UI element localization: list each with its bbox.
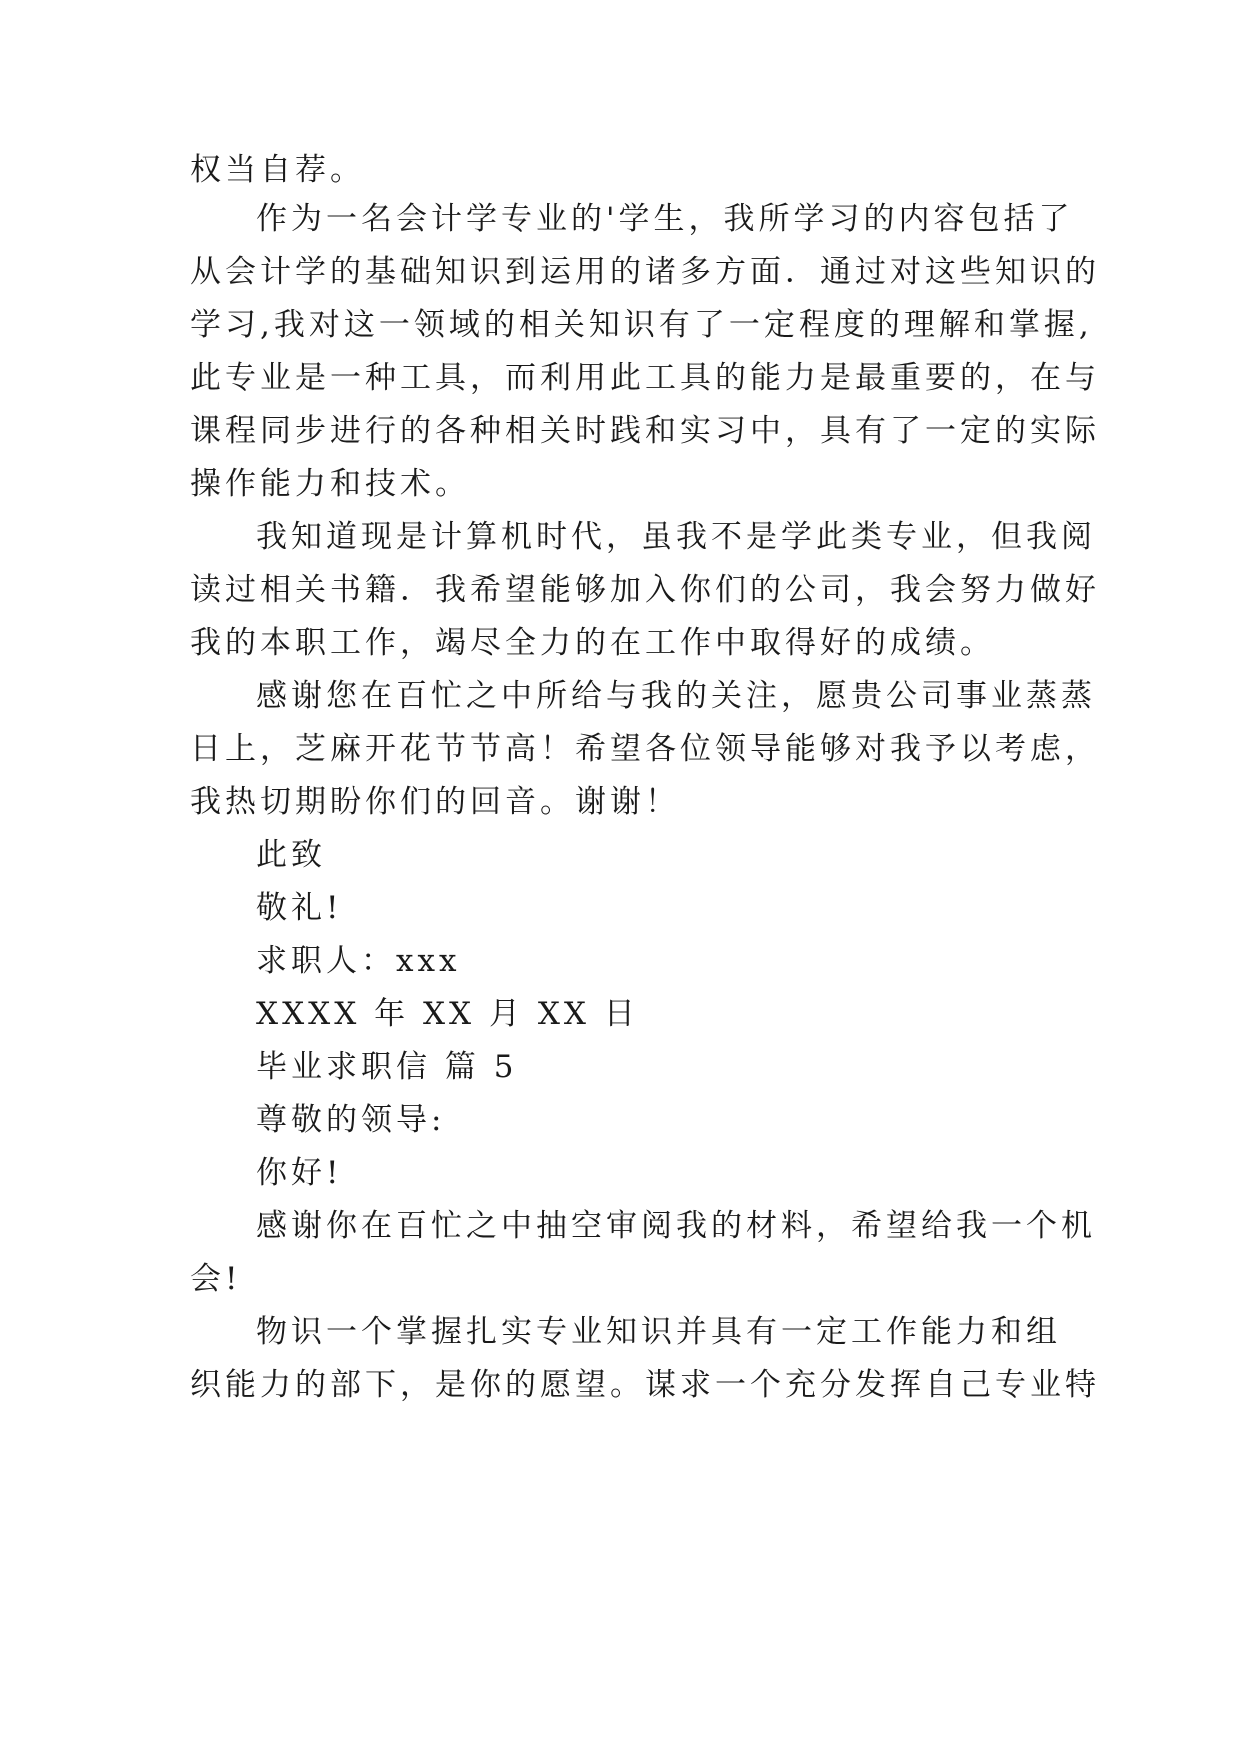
text-line: 织能力的部下，是你的愿望。谋求一个充分发挥自己专业特 bbox=[190, 1367, 1100, 1403]
text-line: 操作能力和技术。 bbox=[190, 466, 470, 502]
salutation-line: 敬礼! bbox=[256, 890, 343, 926]
text-line: 日上，芝麻开花节节高！希望各位领导能够对我予以考虑， bbox=[190, 731, 1100, 767]
text-line: 学习,我对这一领域的相关知识有了一定程度的理解和掌握, bbox=[190, 307, 1093, 343]
paragraph-start-line: 作为一名会计学专业的'学生，我所学习的内容包括了 bbox=[256, 201, 1074, 237]
text-line: 我热切期盼你们的回音。谢谢！ bbox=[190, 784, 680, 820]
date-line: XXXX 年 XX 月 XX 日 bbox=[256, 996, 639, 1032]
signature-line: 求职人：xxx bbox=[256, 943, 461, 979]
closing-line: 此致 bbox=[256, 837, 326, 873]
text-line: 读过相关书籍．我希望能够加入你们的公司，我会努力做好 bbox=[190, 572, 1100, 608]
text-line: 会! bbox=[190, 1261, 242, 1297]
greeting-line: 你好! bbox=[256, 1155, 343, 1191]
paragraph-start-line: 感谢你在百忙之中抽空审阅我的材料，希望给我一个机 bbox=[256, 1208, 1096, 1244]
paragraph-start-line: 物识一个掌握扎实专业知识并具有一定工作能力和组 bbox=[256, 1314, 1061, 1350]
paragraph-start-line: 感谢您在百忙之中所给与我的关注，愿贵公司事业蒸蒸 bbox=[256, 678, 1096, 714]
section-title: 毕业求职信 篇 5 bbox=[256, 1049, 518, 1085]
text-line: 课程同步进行的各种相关时践和实习中，具有了一定的实际 bbox=[190, 413, 1100, 449]
greeting-line: 尊敬的领导: bbox=[256, 1102, 446, 1138]
paragraph-start-line: 我知道现是计算机时代，虽我不是学此类专业，但我阅 bbox=[256, 519, 1096, 555]
text-line: 权当自荐。 bbox=[190, 152, 365, 188]
text-line: 我的本职工作，竭尽全力的在工作中取得好的成绩。 bbox=[190, 625, 995, 661]
text-line: 此专业是一种工具，而利用此工具的能力是最重要的，在与 bbox=[190, 360, 1100, 396]
text-line: 从会计学的基础知识到运用的诸多方面．通过对这些知识的 bbox=[190, 254, 1100, 290]
